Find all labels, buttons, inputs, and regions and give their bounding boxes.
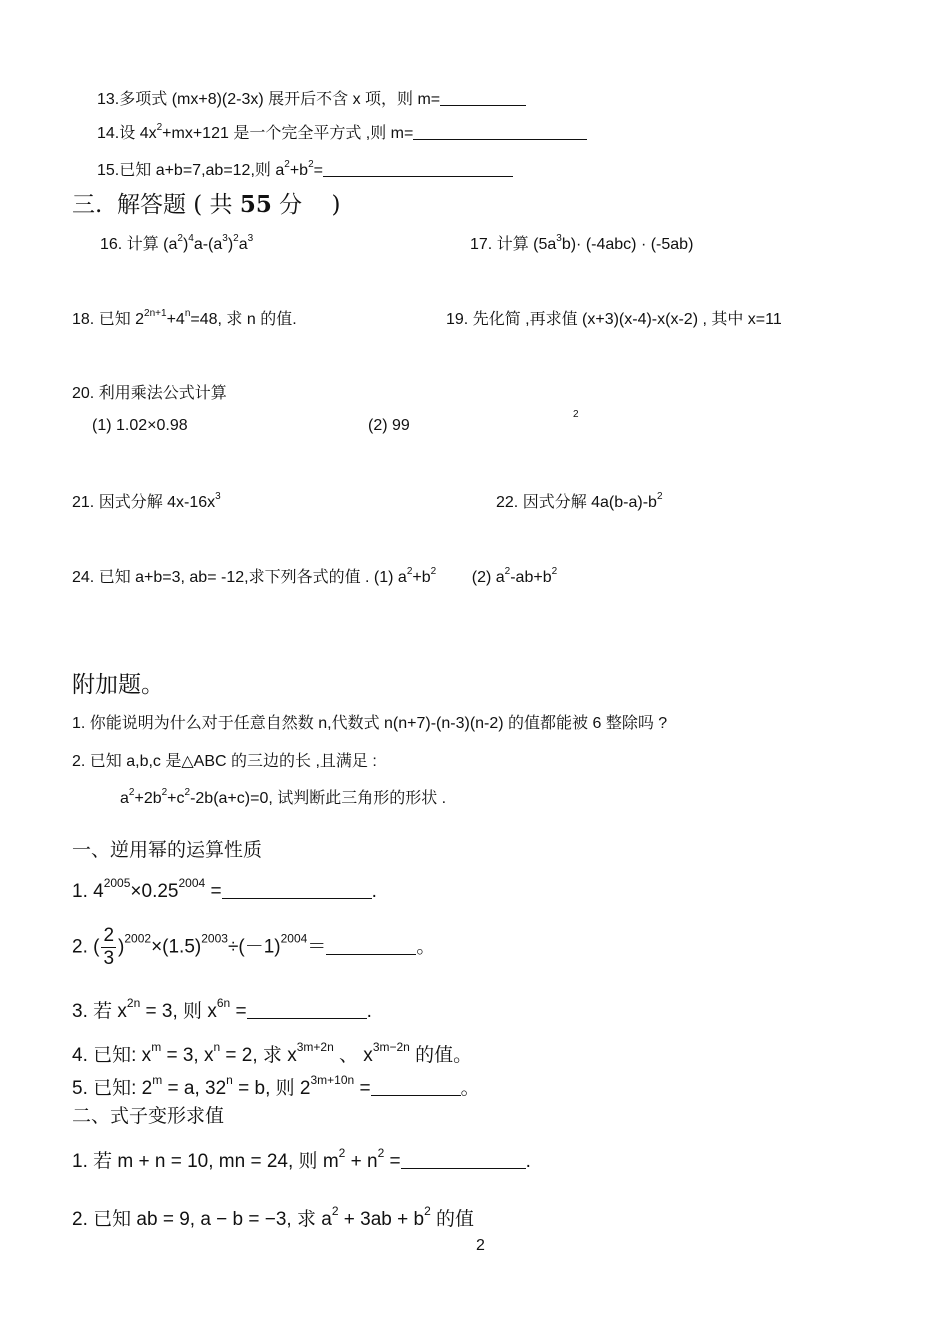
extra-question-1: 1. 你能说明为什么对于任意自然数 n,代数式 n(n+7)-(n-3)(n-2) 的值都能被 6 整除吗 ? — [72, 715, 668, 732]
answer-blank[interactable] — [413, 125, 587, 140]
question-20-part-1: (1) 1.02×0.98 — [92, 417, 188, 434]
section-b-item-2: 2. 已知 ab = 9, a − b = −3, 求 $a^2 + 3ab + b^2$ 的值 — [72, 1204, 475, 1230]
extra-question-2: 2. 已知 a,b,c 是△ABC 的三边的长 ,且满足 : — [72, 753, 377, 770]
section-a-item-4: 4. 已知: $x^m = 3$, $x^n = 2$, 求 $x^{3m+2n}$ 、 $x^{3m-2n}$ 的值。 — [72, 1040, 473, 1066]
question-17: 17. 计算 $(5a^3b)\cdot (-4abc) \cdot (-5ab)$ — [470, 233, 694, 253]
section-a-item-3: 3. 若 $x^{2n} = 3$, 则 $x^{6n}$ = . — [72, 996, 372, 1022]
answer-blank[interactable] — [222, 884, 372, 899]
answer-blank[interactable] — [323, 162, 513, 177]
question-24: 24. 已知 a+b=3, ab= -12,求下列各式的值 . (1) $a^2+b^2$ (2) $a^2-ab+b^2$ — [72, 566, 558, 586]
section-a-item-2: 2. ( $\frac{2}{3}$ )$^{2002}\times(1.5)^{2003}\div(-1)^{2004}=$ 。 — [72, 925, 436, 969]
question-21: 21. 因式分解 $4x-16x^3$ — [72, 491, 221, 511]
answer-blank[interactable] — [326, 940, 416, 955]
question-13: 13.多项式 (mx+8)(2-3x) 展开后不含 x 项，则 m= — [97, 86, 526, 109]
section-b-item-1: 1. 若 m + n = 10, mn = 24, 则 $m^2 + n^2$ = . — [72, 1146, 531, 1172]
page-number: 2 — [476, 1237, 485, 1254]
question-16: 16. 计算 $(a^2)^4a-(a^3)^2a^3$ — [100, 233, 254, 253]
answer-blank[interactable] — [401, 1154, 526, 1169]
section-3-heading: 三. 解答题 ( 共 55 分 ) — [72, 191, 341, 218]
fraction: $\frac{2}{3}$ — [103, 925, 115, 969]
question-20-exponent: 2 — [573, 409, 579, 420]
question-19: 19. 先化简 ,再求值 (x+3)(x-4)-x(x-2) , 其中 x=11 — [446, 311, 782, 328]
question-18: 18. 已知 $2^{2n+1}+4^n=48$, 求 n 的值. — [72, 308, 297, 328]
answer-blank[interactable] — [440, 91, 526, 106]
section-a-item-5: 5. 已知: $2^m = a$, $32^n = b$, 则 $2^{3m+10n}$ = 。 — [72, 1073, 480, 1099]
section-b-heading: 二、式子变形求值 — [72, 1106, 225, 1127]
answer-blank[interactable] — [247, 1004, 367, 1019]
question-20-title: 20. 利用乘法公式计算 — [72, 385, 227, 402]
question-20-part-2: (2) 99 — [368, 417, 410, 434]
answer-blank[interactable] — [371, 1081, 461, 1096]
question-22: 22. 因式分解 $4a(b-a)-b^2$ — [496, 491, 663, 511]
question-15: 15.已知 a+b=7,ab=12,则 $a^2+b^2=$ — [97, 157, 513, 180]
question-14: 14.设 $4x^2+mx+121$ 是一个完全平方式 ,则 m= — [97, 120, 587, 143]
section-a-item-1: 1. $4^{2005}\times 0.25^{2004}$ = . — [72, 876, 377, 902]
extra-heading: 附加题。 — [72, 672, 164, 698]
extra-question-2-equation: $a^2+2b^2+c^2-2b(a+c)=0$, 试判断此三角形的形状 . — [120, 787, 447, 807]
section-a-heading: 一、逆用幂的运算性质 — [72, 840, 263, 861]
